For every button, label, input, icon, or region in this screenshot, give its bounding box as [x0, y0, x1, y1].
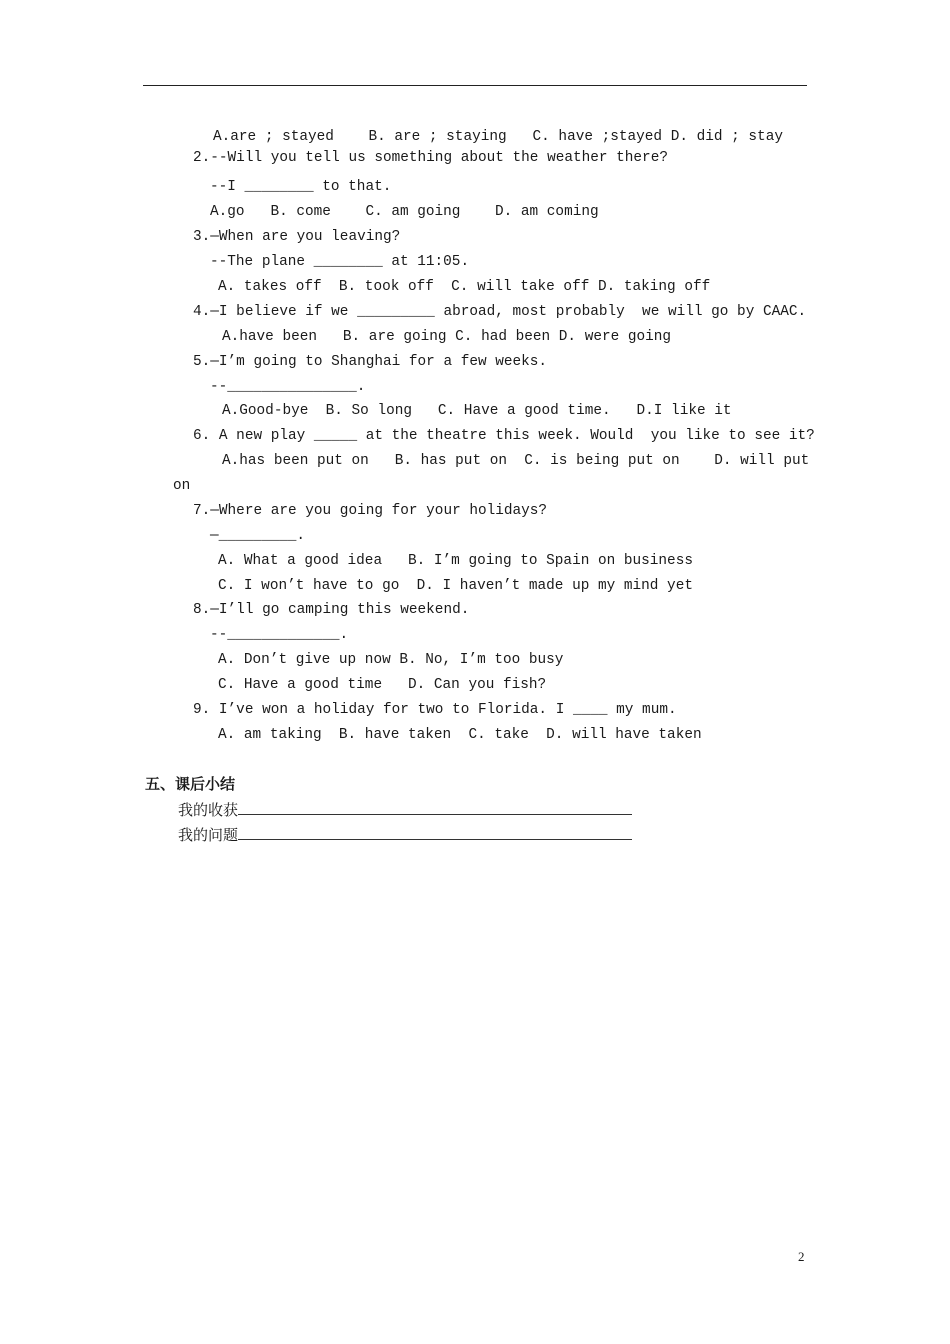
q9-prompt: 9. I’ve won a holiday for two to Florida. I ____ my mum. — [193, 702, 677, 718]
q8-options-row-2: C. Have a good time D. Can you fish? — [218, 677, 547, 693]
gain-blank-line[interactable] — [238, 800, 632, 815]
gain-label: 我的收获 — [178, 801, 239, 819]
q4-prompt: 4.—I believe if we _________ abroad, most probably we will go by CAAC. — [193, 304, 807, 320]
q7-reply: —_________. — [210, 528, 305, 544]
summary-heading: 五、课后小结 — [145, 775, 236, 793]
q2-options: A.go B. come C. am going D. am coming — [210, 204, 599, 220]
q6-options: A.has been put on B. has put on C. is being put on D. will put — [222, 453, 810, 469]
problem-label: 我的问题 — [178, 826, 239, 844]
q2-reply: --I ________ to that. — [210, 179, 392, 195]
q5-prompt: 5.—I’m going to Shanghai for a few weeks. — [193, 354, 548, 370]
q3-prompt: 3.—When are you leaving? — [193, 229, 401, 245]
q5-reply: --_______________. — [210, 379, 366, 395]
q6-prompt: 6. A new play _____ at the theatre this week. Would you like to see it? — [193, 428, 815, 444]
page-number: 2 — [798, 1249, 805, 1264]
q8-prompt: 8.—I’ll go camping this weekend. — [193, 602, 470, 618]
header-rule — [143, 85, 807, 86]
q3-reply: --The plane ________ at 11:05. — [210, 254, 470, 270]
q8-reply: --_____________. — [210, 627, 349, 643]
q1-options: A.are ; stayed B. are ; staying C. have ;stayed D. did ; stay — [213, 129, 783, 145]
q7-options-row-2: C. I won’t have to go D. I haven’t made up my mind yet — [218, 578, 693, 594]
q2-prompt: 2.--Will you tell us something about the weather there? — [193, 150, 668, 166]
q6-options-wrap: on — [173, 478, 191, 494]
problem-row — [178, 825, 632, 844]
problem-blank-line[interactable] — [238, 825, 632, 840]
q5-options: A.Good-bye B. So long C. Have a good time. D.I like it — [222, 403, 732, 419]
q7-prompt: 7.—Where are you going for your holidays? — [193, 503, 548, 519]
q4-options: A.have been B. are going C. had been D. were going — [222, 329, 672, 345]
q9-options: A. am taking B. have taken C. take D. will have taken — [218, 727, 702, 743]
q7-options-row-1: A. What a good idea B. I’m going to Spain on business — [218, 553, 693, 569]
q3-options: A. takes off B. took off C. will take off D. taking off — [218, 279, 711, 295]
q8-options-row-1: A. Don’t give up now B. No, I’m too busy — [218, 652, 564, 668]
gain-row — [178, 800, 632, 819]
